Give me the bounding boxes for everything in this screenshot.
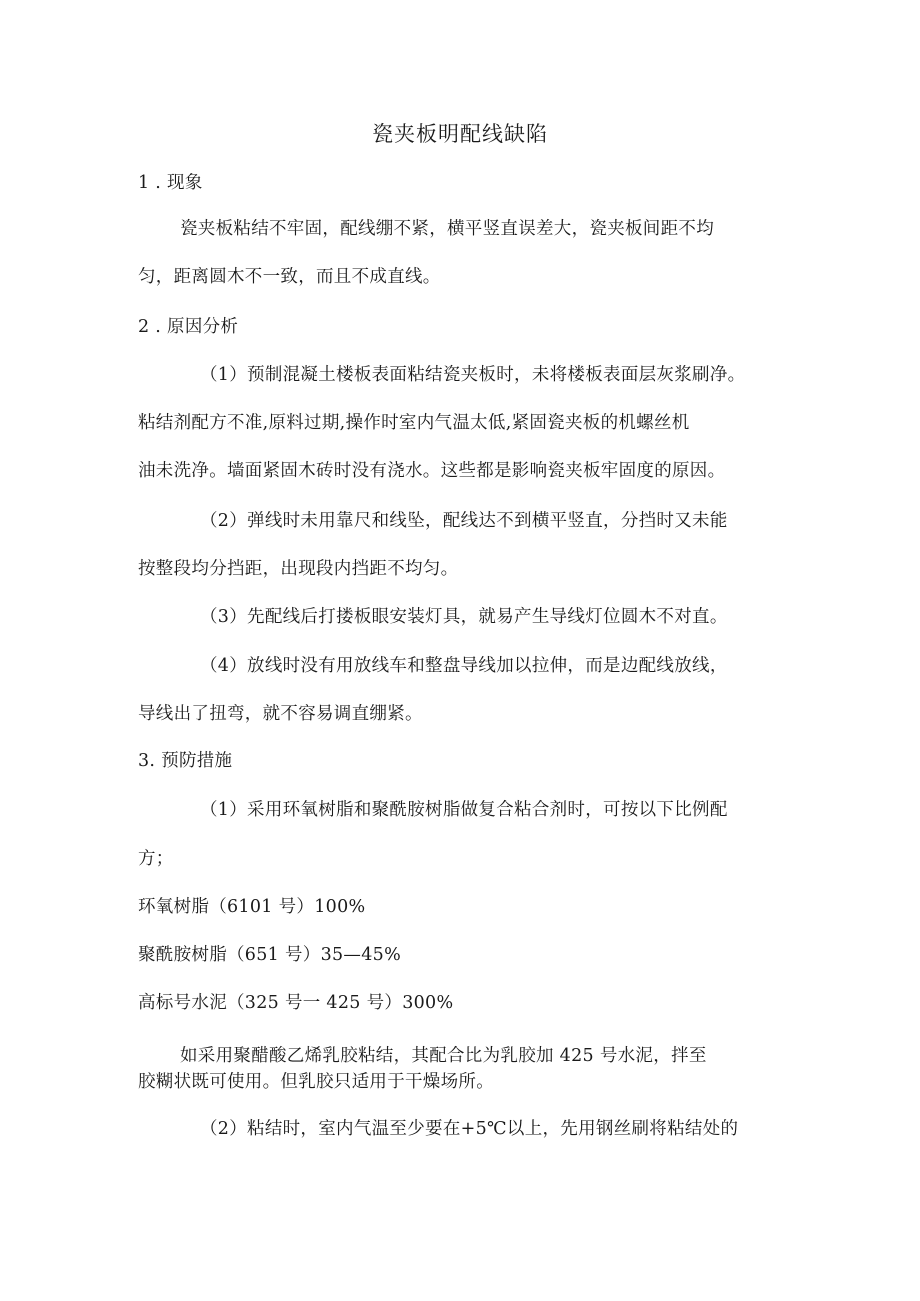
formula-line: 环氧树脂（6101 号）100% — [138, 897, 366, 917]
paragraph-line: 方； — [138, 849, 174, 869]
paragraph-line: （3）先配线后打搂板眼安装灯具，就易产生导线灯位圆木不对直。 — [200, 607, 728, 627]
paragraph-line: 粘结剂配方不准,原料过期,操作时室内气温太低,紧固瓷夹板的机螺丝机 — [138, 413, 690, 433]
paragraph-line: （2）粘结时，室内气温至少要在+5℃以上，先用钢丝刷将粘结处的 — [200, 1119, 739, 1139]
paragraph-line: 油未洗净。墙面紧固木砖时没有浇水。这些都是影响瓷夹板牢固度的原因。 — [138, 461, 726, 481]
paragraph-line: （1）采用环氧树脂和聚酰胺树脂做复合粘合剂时，可按以下比例配 — [200, 800, 728, 820]
paragraph-line: （4）放线时没有用放线车和整盘导线加以拉伸，而是边配线放线， — [200, 656, 728, 676]
section-heading-cause: 2 . 原因分析 — [138, 317, 239, 337]
section-heading-prevention: 3. 预防措施 — [138, 751, 233, 771]
paragraph-line: 如采用聚醋酸乙烯乳胶粘结，其配合比为乳胶加 425 号水泥，拌至 — [180, 1046, 707, 1066]
section-heading-phenomenon: 1 . 现象 — [138, 173, 203, 193]
formula-line: 高标号水泥（325 号一 425 号）300% — [138, 993, 454, 1013]
paragraph-line: 导线出了扭弯，就不容易调直绷紧。 — [138, 704, 423, 724]
paragraph-line: 按整段均分挡距，出现段内挡距不均匀。 — [138, 559, 459, 579]
formula-line: 聚酰胺树脂（651 号）35—45% — [138, 945, 402, 965]
paragraph-line: 瓷夹板粘结不牢固，配线绷不紧，横平竖直误差大，瓷夹板间距不均 — [180, 219, 714, 239]
paragraph-line: （1）预制混凝土楼板表面粘结瓷夹板时，未将楼板表面层灰浆刷净。 — [200, 365, 746, 385]
paragraph-line: 匀，距离圆木不一致，而且不成直线。 — [138, 267, 441, 287]
document-title: 瓷夹板明配线缺陷 — [372, 122, 548, 146]
paragraph-line: （2）弹线时未用靠尺和线坠，配线达不到横平竖直，分挡时又未能 — [200, 511, 728, 531]
paragraph-line: 胶糊状既可使用。但乳胶只适用于干燥场所。 — [138, 1072, 494, 1092]
